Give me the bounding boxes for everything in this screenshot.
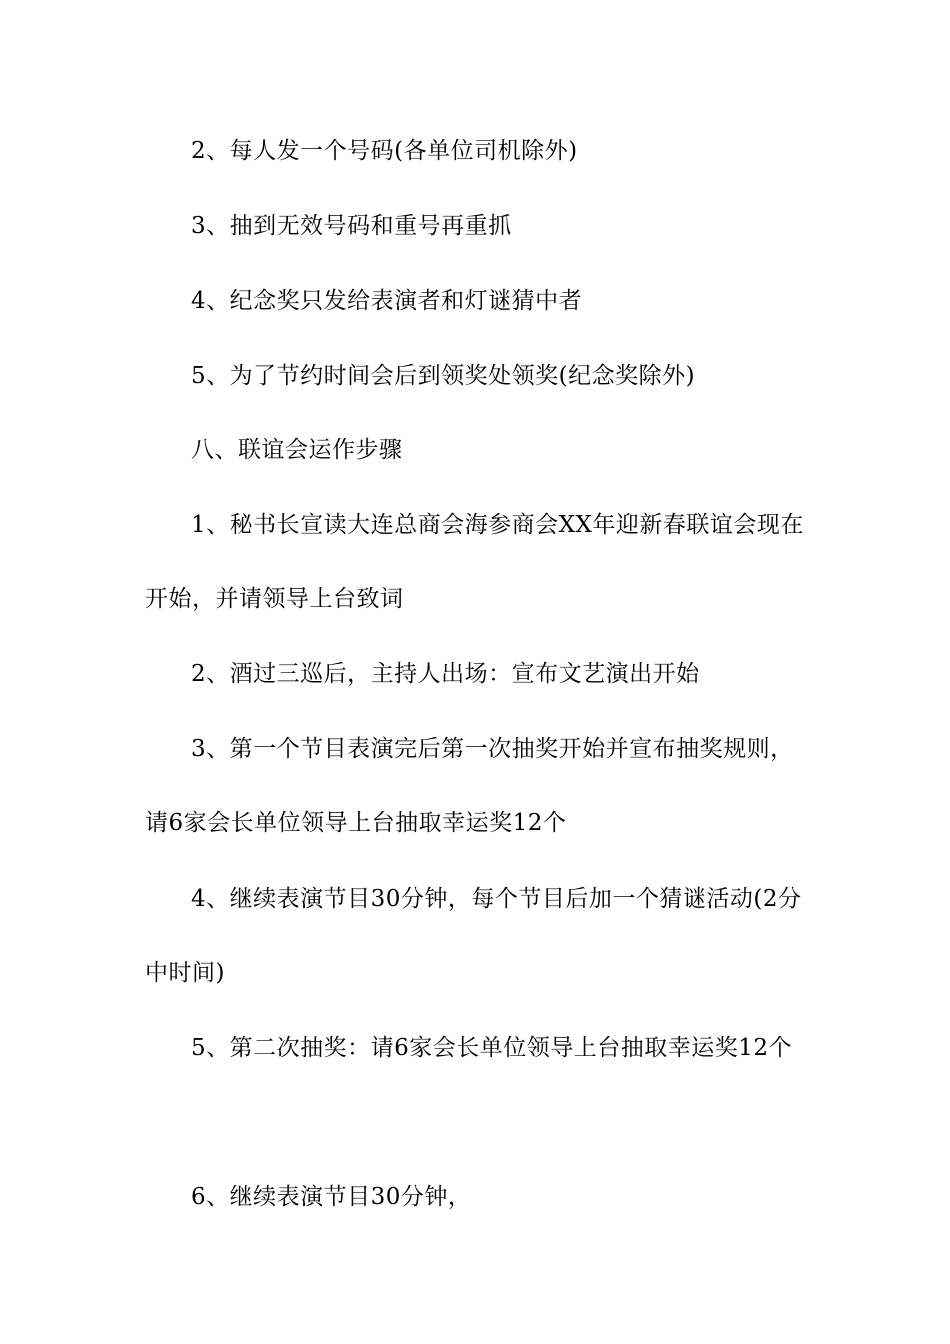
rule-item-3: 3、抽到无效号码和重号再重抓 — [191, 213, 512, 239]
rule-item-5: 5、为了节约时间会后到领奖处领奖(纪念奖除外) — [191, 363, 696, 389]
step-item-5: 5、第二次抽奖：请6家会长单位领导上台抽取幸运奖12个 — [191, 1035, 793, 1061]
step-item-2: 2、酒过三巡后，主持人出场：宣布文艺演出开始 — [191, 661, 700, 687]
rule-item-2: 2、每人发一个号码(各单位司机除外) — [191, 138, 578, 164]
step-item-1: 1、秘书长宣读大连总商会海参商会XX年迎新春联谊会现在开始，并请领导上台致词 — [145, 512, 804, 612]
rule-item-4: 4、纪念奖只发给表演者和灯谜猜中者 — [191, 288, 583, 314]
section-heading-8: 八、联谊会运作步骤 — [191, 437, 403, 463]
step-item-4: 4、继续表演节目30分钟，每个节目后加一个猜谜活动(2分中时间) — [145, 886, 802, 986]
step-item-6: 6、继续表演节目30分钟， — [191, 1184, 472, 1210]
step-item-3: 3、第一个节目表演完后第一次抽奖开始并宣布抽奖规则，请6家会长单位领导上台抽取幸运奖12个 — [145, 736, 794, 836]
